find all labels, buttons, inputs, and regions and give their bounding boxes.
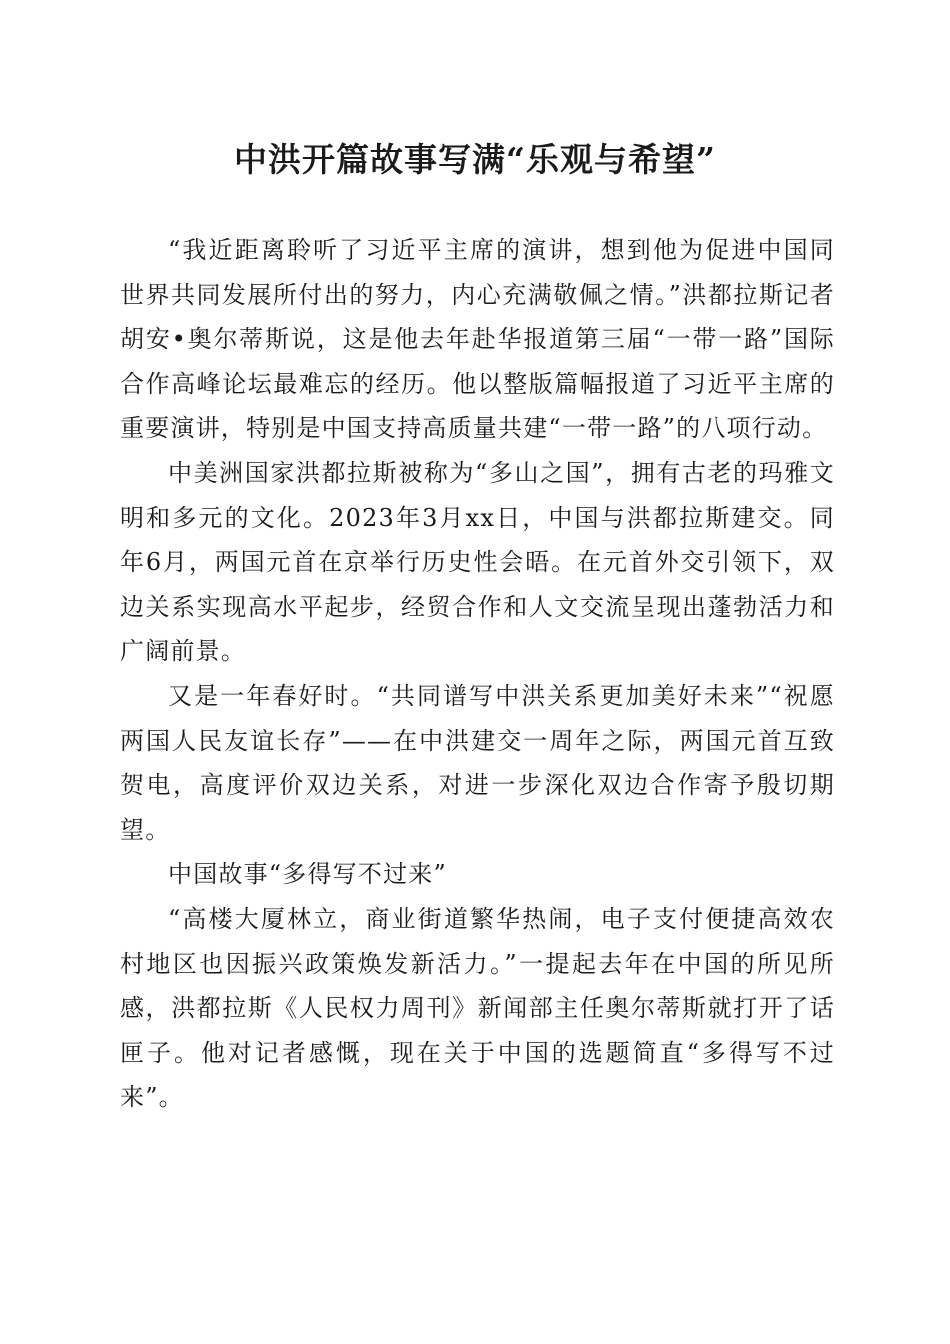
paragraph-3: 又是一年春好时。“共同谱写中洪关系更加美好未来”“祝愿两国人民友谊长存”——在中洪建交一周年之际，两国元首互致贺电，高度评价双边关系，对进一步深化双边合作寄予殷切期望。 [120,681,835,844]
document-body [120,228,835,1120]
section-heading: 中国故事“多得写不过来” [168,860,447,889]
document-title: 中洪开篇故事写满“乐观与希望” [234,140,716,179]
paragraph-1: “我近距离聆听了习近平主席的演讲，想到他为促进中国同世界共同发展所付出的努力，内心充满敬佩之情。”洪都拉斯记者胡安•奥尔蒂斯说，这是他去年赴华报道第三届“一带一路”国际合作高峰论坛最难忘的经历。他以整版篇幅报道了习近平主席的重要演讲，特别是中国支持高质量共建“一带一路”的八项行动。 [120,236,835,443]
paragraph-2: 中美洲国家洪都拉斯被称为“多山之国”，拥有古老的玛雅文明和多元的文化。2023年3月xx日，中国与洪都拉斯建交。同年6月，两国元首在京举行历史性会晤。在元首外交引领下，双边关系实现高水平起步，经贸合作和人文交流呈现出蓬勃活力和广阔前景。 [120,458,835,666]
paragraph-4: “高楼大厦林立，商业街道繁华热闹，电子支付便捷高效农村地区也因振兴政策焕发新活力。”一提起去年在中国的所见所感，洪都拉斯《人民权力周刊》新闻部主任奥尔蒂斯就打开了话匣子。他对记者感慨，现在关于中国的选题简直“多得写不过来”。 [120,904,835,1112]
